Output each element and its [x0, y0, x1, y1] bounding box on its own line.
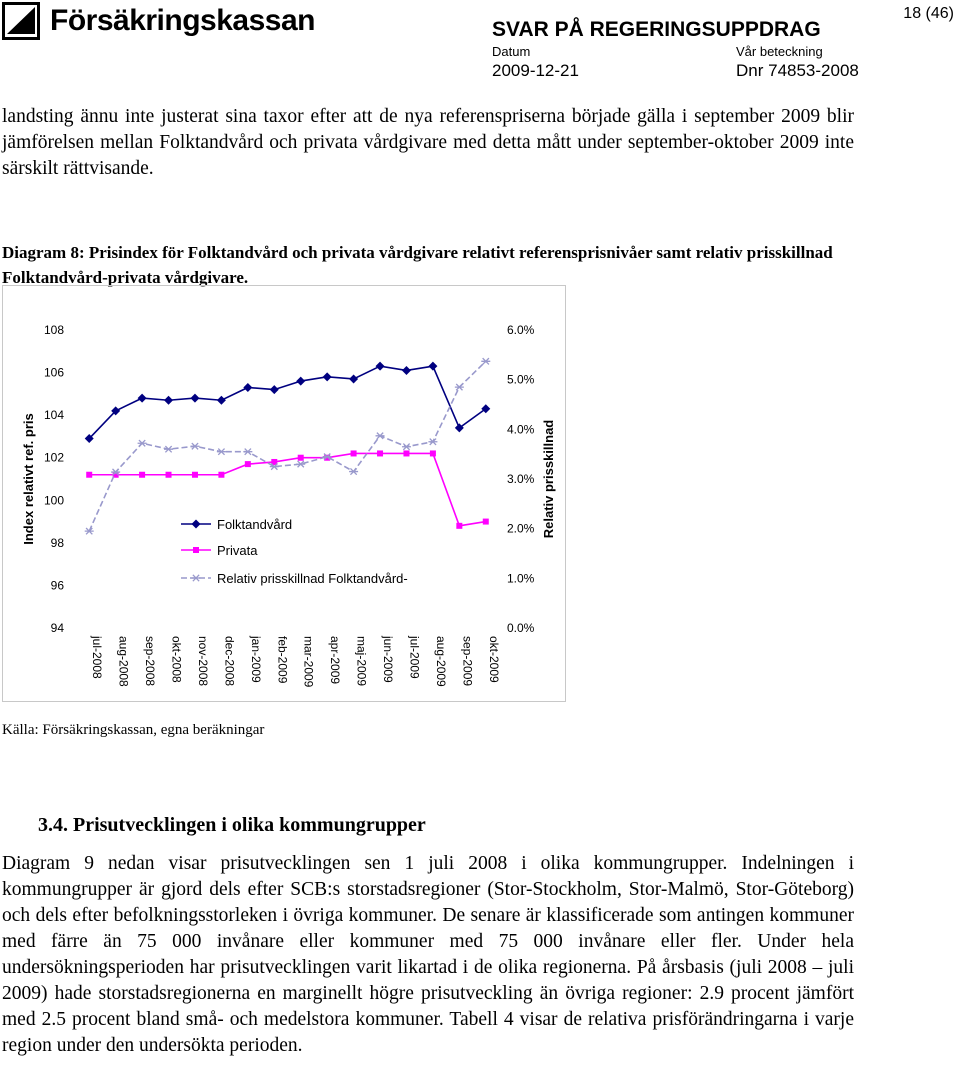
- data-point-marker: [192, 575, 201, 581]
- data-point-marker: [243, 383, 252, 392]
- data-point-marker: [349, 468, 358, 474]
- x-tick-label: mar-2009: [301, 636, 316, 688]
- data-point-marker: [164, 396, 173, 405]
- data-point-marker: [138, 440, 147, 446]
- y2-tick-label: 4.0%: [507, 422, 535, 437]
- data-point-marker: [377, 450, 383, 456]
- legend-label: Folktandvård: [217, 517, 293, 532]
- x-tick-label: dec-2008: [222, 636, 237, 687]
- legend-label: Relativ prisskillnad Folktandvård-: [217, 571, 408, 586]
- data-point-marker: [428, 362, 437, 371]
- y2-tick-label: 5.0%: [507, 372, 535, 387]
- data-point-marker: [245, 461, 251, 467]
- x-tick-label: apr-2009: [328, 636, 343, 685]
- data-point-marker: [296, 377, 305, 386]
- data-point-marker: [192, 472, 198, 478]
- x-tick-label: jul-2009: [407, 636, 422, 679]
- body-paragraph: Diagram 9 nedan visar prisutvecklingen sen 1 juli 2008 i olika kommungrupper. Indelningen i kommungrupper är gjord dels efter SCB:s storstadsregioner (Stor-Stockholm, Stor-Malmö, Stor-Göteborg) och dels efter befolkningsstorleken i övriga kommuner. De senare är klassificerade som antingen kommuner med färre än 75 000 invånare eller kommuner med 75 000 invånare eller fler. Under hela undersökningsperioden har prisutvecklingen varit likartad i de olika regionerna. På årsbasis (juli 2008 – juli 2009) hade storstadsregionerna en marginellt högre prisutveckling än övriga regioner: 2.9 procent jämfört med 2.5 procent bland små- och medelstora kommuner. Tabell 4 visar de relativa prisförändringarna i varje region under den undersökta perioden.: [2, 853, 854, 1056]
- data-point-marker: [428, 439, 437, 445]
- x-tick-label: sep-2009: [460, 636, 475, 687]
- series-line: [89, 453, 486, 525]
- date-value: 2009-12-21: [492, 61, 579, 80]
- y2-tick-label: 2.0%: [507, 521, 535, 536]
- x-tick-label: jan-2009: [248, 636, 263, 683]
- data-point-marker: [270, 385, 279, 394]
- x-tick-label: sep-2008: [143, 636, 158, 687]
- x-tick-label: okt-2009: [486, 636, 501, 683]
- data-point-marker: [456, 523, 462, 529]
- data-point-marker: [243, 449, 252, 455]
- data-point-marker: [296, 461, 305, 467]
- data-point-marker: [190, 443, 199, 449]
- y-tick-label: 100: [43, 493, 64, 508]
- series-line: [89, 361, 486, 531]
- logo-mark-icon: [2, 2, 40, 40]
- x-tick-label: jun-2009: [381, 636, 396, 683]
- page-number: 18 (46): [903, 5, 954, 22]
- x-tick-label: jul-2008: [90, 636, 105, 679]
- intro-paragraph: landsting ännu inte justerat sina taxor efter att de nya referenspriserna började gälla i september 2009 blir jämförelsen mellan Folktandvård och privata vårdgivare med detta mått under september-oktober 2009 inte särskilt rättvisande.: [2, 106, 854, 179]
- data-point-marker: [323, 372, 332, 381]
- y-tick-label: 96: [50, 578, 64, 593]
- data-point-marker: [351, 450, 357, 456]
- y2-tick-label: 3.0%: [507, 472, 535, 486]
- price-index-chart: [3, 286, 565, 701]
- data-point-marker: [192, 520, 201, 529]
- report-title: SVAR PÅ REGERINGSUPPDRAG: [492, 18, 821, 41]
- data-point-marker: [85, 528, 94, 534]
- chart-frame: [2, 285, 566, 702]
- x-tick-label: maj-2009: [354, 636, 369, 687]
- figure-caption: Diagram 8: Prisindex för Folktandvård och privata vårdgivare relativt referensprisnivåer samt relativ prisskillnad Folktandvård-privata vårdgivare.: [2, 243, 833, 287]
- data-point-marker: [349, 374, 358, 383]
- data-point-marker: [430, 450, 436, 456]
- y-tick-label: 106: [43, 365, 64, 380]
- data-point-marker: [483, 519, 489, 525]
- data-point-marker: [86, 472, 92, 478]
- data-point-marker: [217, 449, 226, 455]
- data-point-marker: [190, 394, 199, 403]
- data-point-marker: [138, 394, 147, 403]
- data-point-marker: [376, 362, 385, 371]
- data-point-marker: [298, 455, 304, 461]
- x-tick-label: okt-2008: [169, 636, 184, 683]
- data-point-marker: [166, 472, 172, 478]
- y2-tick-label: 0.0%: [507, 621, 535, 635]
- legend-label: Privata: [217, 543, 258, 558]
- data-point-marker: [217, 396, 226, 405]
- y2-axis-title: Relativ prisskillnad: [541, 419, 556, 539]
- y-tick-label: 108: [43, 323, 64, 337]
- logo: [2, 2, 315, 40]
- data-point-marker: [402, 444, 411, 450]
- y2-tick-label: 6.0%: [507, 323, 535, 337]
- y-tick-label: 98: [50, 535, 64, 550]
- date-label: Datum: [492, 44, 531, 59]
- series-line: [89, 366, 486, 438]
- x-tick-label: aug-2008: [116, 636, 131, 687]
- data-point-marker: [139, 472, 145, 478]
- x-tick-label: feb-2009: [275, 636, 290, 684]
- data-point-marker: [193, 547, 199, 553]
- y-axis-title: Index relativt ref. pris: [21, 413, 36, 545]
- reference-label: Vår beteckning: [736, 44, 823, 59]
- reference-value: Dnr 74853-2008: [736, 61, 859, 80]
- section-heading: 3.4. Prisutvecklingen i olika kommungrupper: [38, 814, 426, 836]
- source-note: Källa: Försäkringskassan, egna beräkningar: [2, 722, 265, 738]
- logo-text: Försäkringskassan: [50, 4, 315, 37]
- data-point-marker: [164, 446, 173, 452]
- y-tick-label: 102: [43, 450, 64, 465]
- y-tick-label: 104: [43, 408, 64, 423]
- x-tick-label: nov-2008: [195, 636, 210, 687]
- y-tick-label: 94: [50, 621, 64, 635]
- x-tick-label: aug-2009: [433, 636, 448, 687]
- data-point-marker: [481, 358, 490, 364]
- y2-tick-label: 1.0%: [507, 571, 535, 586]
- data-point-marker: [402, 366, 411, 375]
- data-point-marker: [403, 450, 409, 456]
- data-point-marker: [376, 433, 385, 439]
- data-point-marker: [218, 472, 224, 478]
